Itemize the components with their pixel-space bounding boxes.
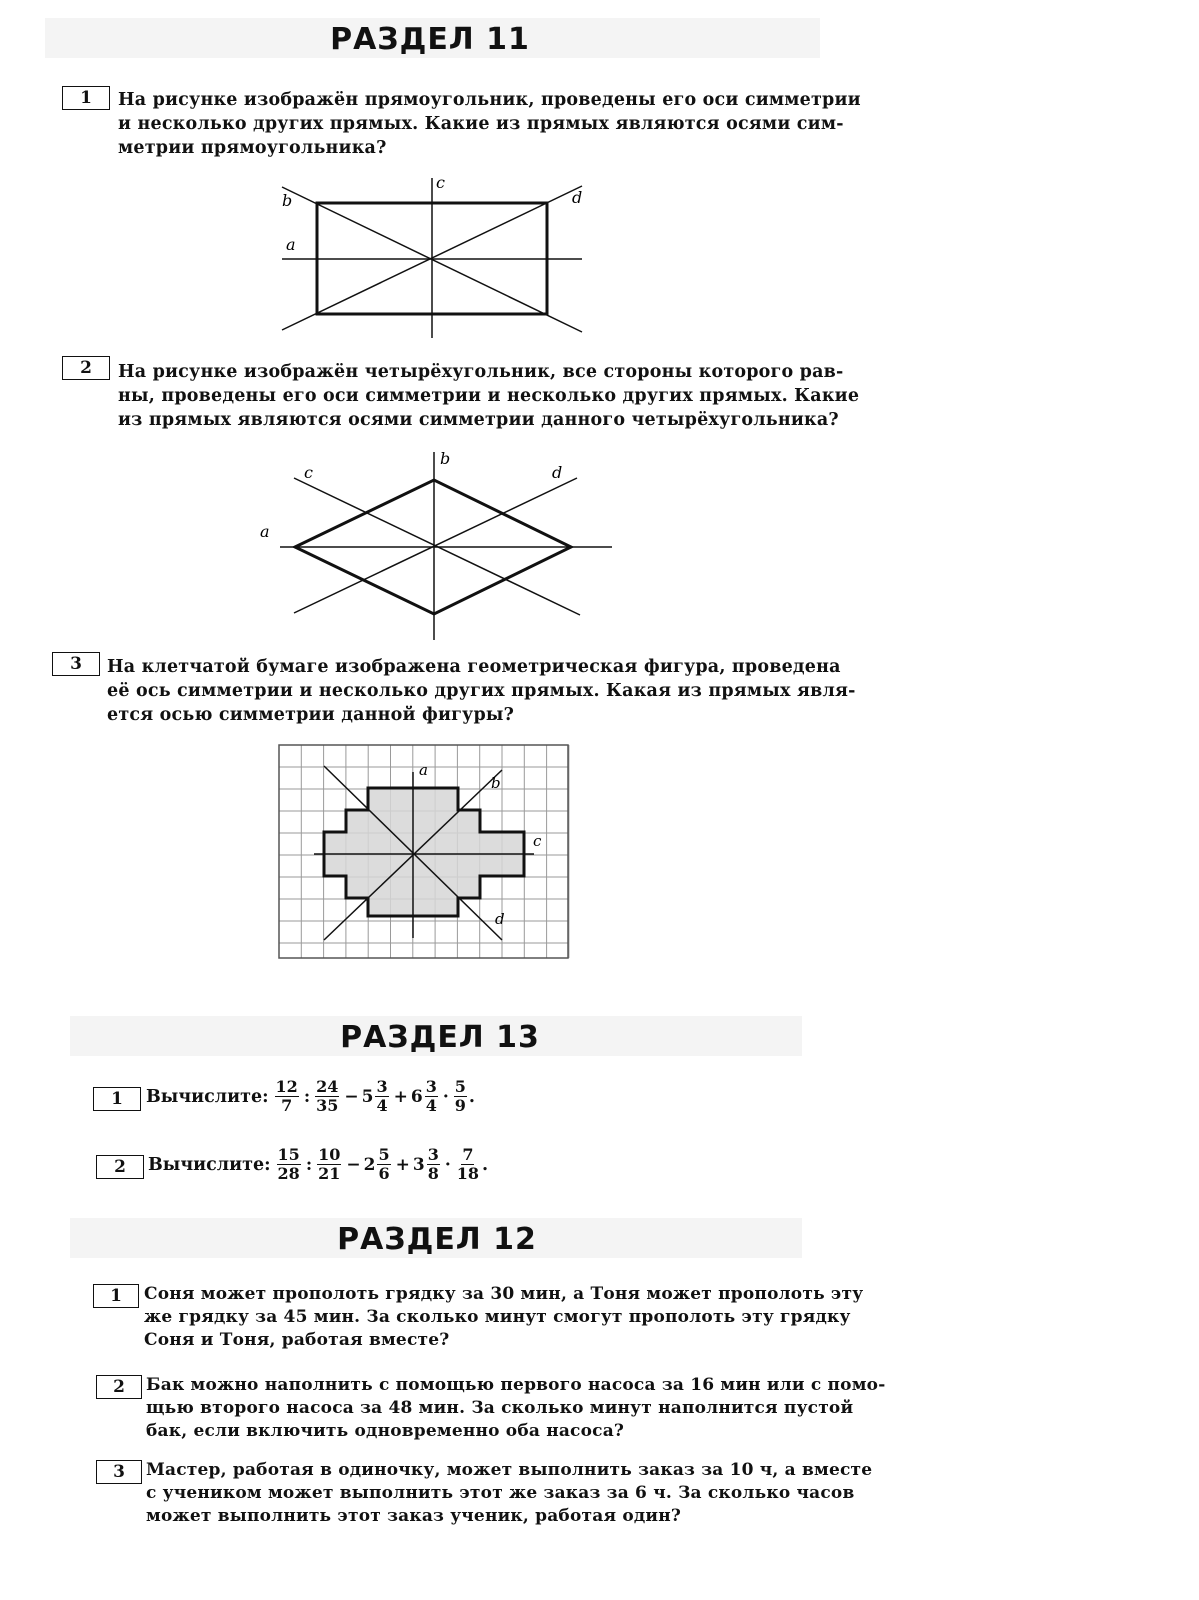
- task-line: из прямых являются осями симметрии данного четырёхугольника?: [118, 410, 839, 430]
- denominator: 18: [456, 1164, 480, 1183]
- label-c: c: [436, 173, 445, 192]
- operator: :: [305, 1154, 313, 1175]
- denominator: 28: [277, 1164, 300, 1183]
- section-12-title: РАЗДЕЛ 12: [337, 1222, 537, 1257]
- label-d: d: [495, 910, 505, 928]
- denominator: 8: [427, 1164, 439, 1183]
- task-text: [144, 1283, 863, 1352]
- fraction: [427, 1146, 440, 1183]
- fraction: [275, 1078, 299, 1115]
- numerator: 5: [454, 1077, 466, 1096]
- expression-end: .: [468, 1086, 475, 1107]
- numerator: 10: [318, 1145, 341, 1164]
- label-d: d: [572, 188, 583, 207]
- numerator: 3: [376, 1077, 388, 1096]
- operator: ·: [442, 1086, 449, 1107]
- task-number: 3: [52, 652, 100, 676]
- task-number: 3: [96, 1460, 142, 1484]
- denominator: 9: [454, 1096, 466, 1115]
- task-line: ется осью симметрии данной фигуры?: [107, 705, 515, 725]
- label-a: a: [286, 235, 296, 254]
- task-line: же грядку за 45 мин. За сколько минут смогут прополоть эту грядку: [144, 1307, 851, 1327]
- label-b: b: [491, 774, 501, 792]
- task-number: 2: [62, 356, 110, 380]
- rectangle-figure: [270, 170, 600, 345]
- numerator: 15: [277, 1145, 300, 1164]
- label-a: a: [419, 761, 428, 779]
- rhombus-figure: [250, 448, 620, 644]
- operator: ·: [444, 1154, 451, 1175]
- task-text: [118, 88, 861, 160]
- operator: +: [395, 1154, 410, 1175]
- label-c: c: [533, 832, 542, 850]
- denominator: 6: [378, 1164, 390, 1183]
- section-11-title: РАЗДЕЛ 11: [330, 22, 530, 57]
- task-line: На клетчатой бумаге изображена геометрическая фигура, проведена: [107, 657, 841, 677]
- task-line: метрии прямоугольника?: [118, 138, 387, 158]
- expression-end: .: [482, 1154, 489, 1175]
- fraction: [375, 1078, 388, 1115]
- task-text: [118, 360, 859, 432]
- numerator: 3: [425, 1077, 437, 1096]
- label-a: a: [260, 522, 270, 541]
- whole-part: 3: [412, 1154, 425, 1175]
- task-number: 1: [62, 86, 110, 110]
- expression: [148, 1146, 488, 1183]
- cross-shape: [324, 788, 524, 916]
- label-b: b: [440, 449, 451, 468]
- operator: −: [344, 1086, 359, 1107]
- expression-prefix: Вычислите:: [148, 1154, 271, 1175]
- numerator: 12: [275, 1077, 298, 1096]
- task-line: и несколько других прямых. Какие из прямых являются осями сим-: [118, 114, 844, 134]
- denominator: 21: [318, 1164, 341, 1183]
- fraction: [425, 1078, 438, 1115]
- fraction: [456, 1146, 480, 1183]
- task-text: [146, 1374, 885, 1443]
- operator: +: [393, 1086, 408, 1107]
- fraction: [277, 1146, 301, 1183]
- task-line: На рисунке изображён прямоугольник, проведены его оси симметрии: [118, 90, 861, 110]
- task-number: 1: [93, 1087, 141, 1111]
- denominator: 35: [316, 1096, 339, 1115]
- task-line: Мастер, работая в одиночку, может выполнить заказ за 10 ч, а вместе: [146, 1460, 873, 1480]
- task-text: [107, 655, 856, 727]
- task-line: её ось симметрии и несколько других прямых. Какая из прямых явля-: [107, 681, 856, 701]
- task-text: [146, 1459, 872, 1528]
- operator: −: [346, 1154, 361, 1175]
- denominator: 4: [376, 1096, 388, 1115]
- task-line: щью второго насоса за 48 мин. За сколько минут наполнится пустой: [146, 1398, 854, 1418]
- label-b: b: [282, 191, 293, 210]
- task-number: 2: [96, 1375, 142, 1399]
- operator: :: [303, 1086, 311, 1107]
- expression: [146, 1078, 475, 1115]
- denominator: 7: [281, 1096, 293, 1115]
- task-line: Соня и Тоня, работая вместе?: [144, 1330, 450, 1350]
- label-d: d: [552, 463, 563, 482]
- numerator: 24: [316, 1077, 339, 1096]
- denominator: 4: [425, 1096, 437, 1115]
- fraction: [317, 1146, 341, 1183]
- task-number: 1: [93, 1284, 139, 1308]
- task-line: может выполнить этот заказ ученик, работая один?: [146, 1506, 681, 1526]
- fraction: [315, 1078, 339, 1115]
- fraction: [454, 1078, 467, 1115]
- expression-prefix: Вычислите:: [146, 1086, 269, 1107]
- numerator: 5: [378, 1145, 390, 1164]
- task-line: ны, проведены его оси симметрии и несколько других прямых. Какие: [118, 386, 860, 406]
- grid-figure: [278, 744, 570, 960]
- section-13-title: РАЗДЕЛ 13: [340, 1020, 540, 1055]
- whole-part: 6: [410, 1086, 423, 1107]
- numerator: 3: [427, 1145, 439, 1164]
- whole-part: 5: [361, 1086, 374, 1107]
- label-c: c: [304, 463, 313, 482]
- numerator: 7: [462, 1145, 474, 1164]
- fraction: [377, 1146, 390, 1183]
- task-line: Соня может прополоть грядку за 30 мин, а Тоня может прополоть эту: [144, 1284, 864, 1304]
- task-line: Бак можно наполнить с помощью первого насоса за 16 мин или с помо-: [146, 1375, 886, 1395]
- task-number: 2: [96, 1155, 144, 1179]
- task-line: бак, если включить одновременно оба насоса?: [146, 1421, 625, 1441]
- task-line: с учеником может выполнить этот же заказ за 6 ч. За сколько часов: [146, 1483, 855, 1503]
- task-line: На рисунке изображён четырёхугольник, все стороны которого рав-: [118, 362, 844, 382]
- whole-part: 2: [363, 1154, 376, 1175]
